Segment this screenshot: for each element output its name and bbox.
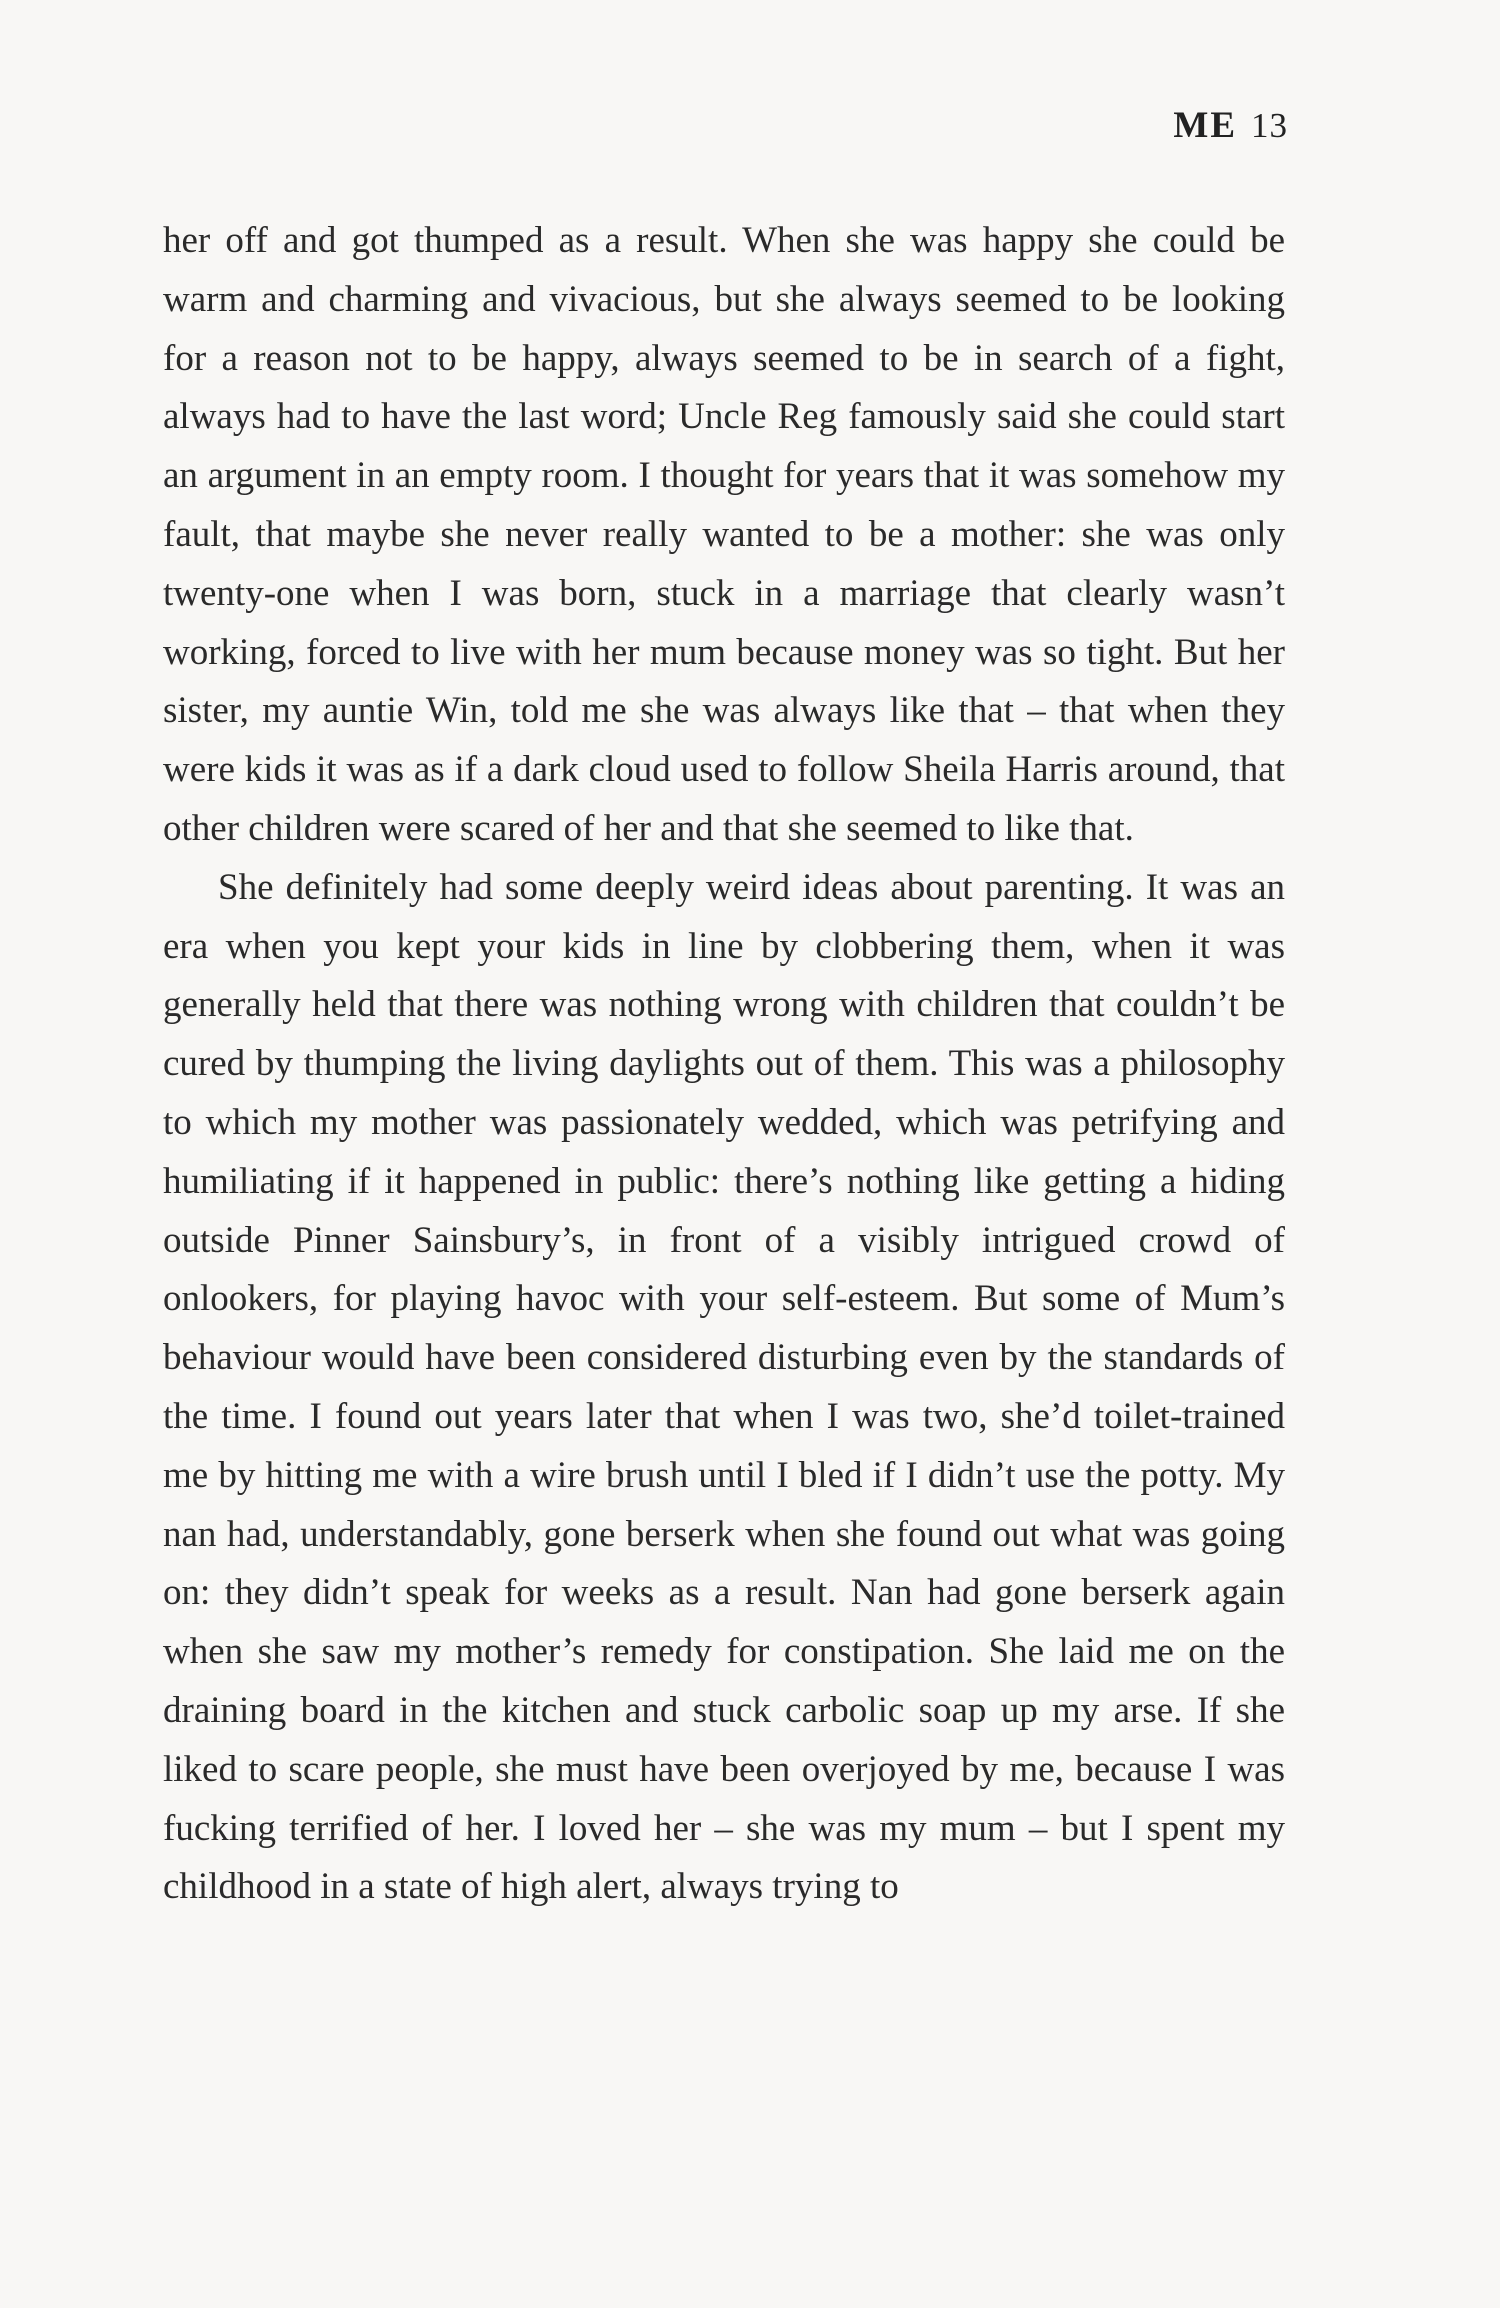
paragraph-1: her off and got thumped as a result. When she was happy she could be warm and charming and vivacious, but she always seemed to be looking for a reason not to be happy, always seemed to be in search of a fight, always had to have the last word; Uncle Reg famously said she could start an argument in an empty room. I thought for years that it was somehow my fault, that maybe she never really wanted to be a mother: she was only twenty-one when I was born, stuck in a marriage that clearly wasn’t working, forced to live with her mum because money was so tight. But her sister, my auntie Win, told me she was always like that – that when they were kids it was as if a dark cloud used to follow Sheila Harris around, that other children were scared of her and that she seemed to like that.	[163, 220, 1285, 849]
paragraph-2: She definitely had some deeply weird ideas about parenting. It was an era when you kept your kids in line by clobbering them, when it was generally held that there was nothing wrong with children that couldn’t be cured by thumping the living daylights out of them. This was a philosophy to which my mother was passionately wedded, which was petrifying and humiliating if it happened in public: there’s nothing like getting a hiding outside Pinner Sainsbury’s, in front of a visibly intrigued crowd of onlookers, for playing havoc with your self-esteem. But some of Mum’s behaviour would have been considered disturbing even by the standards of the time. I found out years later that when I was two, she’d toilet-trained me by hitting me with a wire brush until I bled if I didn’t use the potty. My nan had, understandably, gone berserk when she found out what was going on: they didn’t speak for weeks as a result. Nan had gone berserk again when she saw my mother’s remedy for constipation. She laid me on the draining board in the kitchen and stuck carbolic soap up my arse. If she liked to scare people, she must have been overjoyed by me, because I was fucking terrified of her. I loved her – she was my mum – but I spent my childhood in a state of high alert, always trying to	[163, 866, 1285, 1908]
running-header	[1173, 104, 1288, 147]
page-number: 13	[1251, 106, 1288, 145]
body-text	[163, 212, 1285, 1917]
running-title: ME	[1173, 105, 1237, 146]
